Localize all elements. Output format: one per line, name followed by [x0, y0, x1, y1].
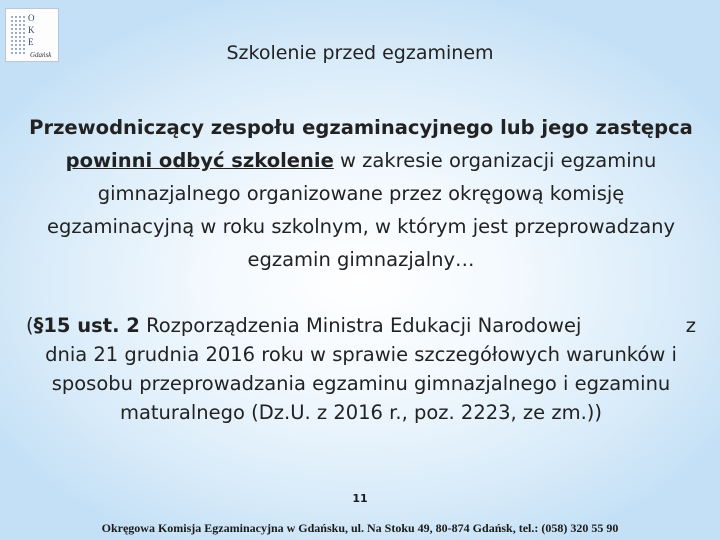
open-paren: (: [26, 314, 34, 337]
paragraph-underlined-text: powinni odbyć szkolenie: [65, 149, 334, 172]
paragraph-bold-text: Przewodniczący zespołu egzaminacyjnego lub jego zastępca: [29, 116, 693, 139]
footer-contact: Okręgowa Komisja Egzaminacyjna w Gdańsku, ul. Na Stoku 49, 80-874 Gdańsk, tel.: (058) 320 55 90: [101, 521, 619, 535]
paragraph-body-text: w zakresie organizacji egzaminu gimnazjalnego organizowane przez okręgową komisję egzaminacyjną w roku szkolnym, w którym jest przeprowadzany egzamin gimnazjalny…: [46, 149, 676, 271]
slide-title: Szkolenie przed egzaminem: [226, 42, 494, 64]
legal-reference-rest: dnia 21 grudnia 2016 roku w sprawie szczegółowych warunków i sposobu przeprowadzania egzaminu gimnazjalnego i egzaminu maturalnego (Dz.U. z 2016 r., poz. 2223, ze zm.)): [45, 343, 677, 424]
legal-reference: [22, 311, 700, 427]
legal-reference-start: [26, 311, 581, 340]
legal-reference-line1: [22, 311, 700, 340]
legal-reference-regulation: Rozporządzenia Ministra Edukacji Narodowej: [139, 314, 582, 337]
legal-reference-section: §15 ust. 2: [33, 314, 140, 337]
logo-letters: O K E: [28, 13, 36, 47]
page-number: 11: [352, 492, 368, 505]
legal-reference-line1-end: z: [685, 314, 696, 337]
main-paragraph: [22, 111, 700, 276]
logo-city: Gdańsk: [30, 51, 52, 59]
